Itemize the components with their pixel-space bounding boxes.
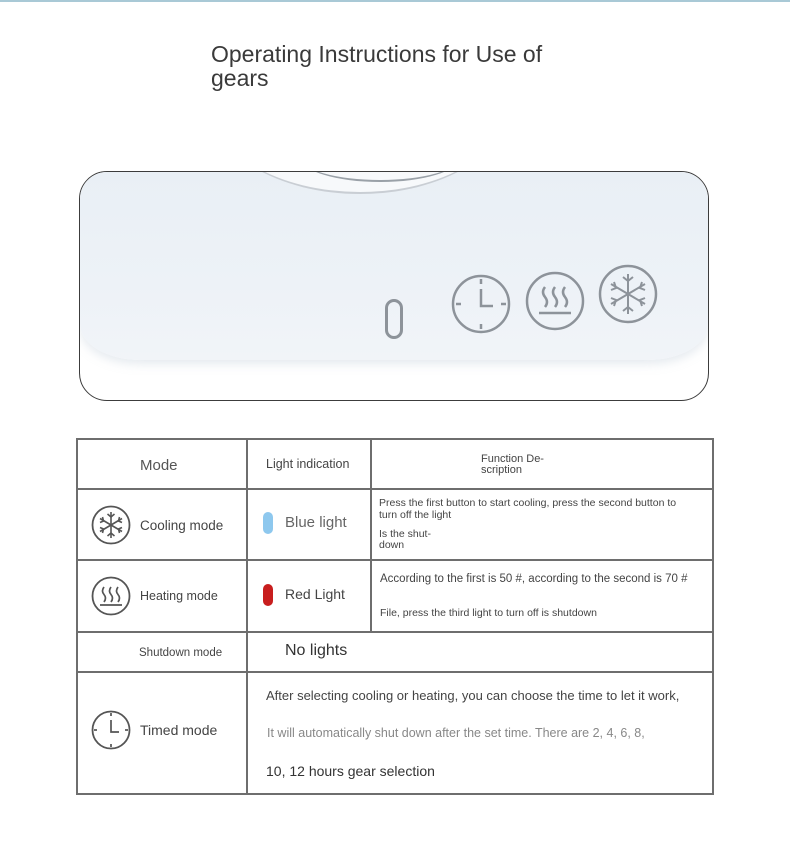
table-border-left	[76, 438, 78, 795]
table-border-bottom	[76, 793, 714, 795]
light-shutdown: No lights	[285, 642, 348, 659]
mode-shutdown: Shutdown mode	[139, 647, 223, 659]
mode-timed: Timed mode	[140, 722, 218, 738]
desc-timed-line1: After selecting cooling or heating, you can choose the time to let it work,	[266, 688, 680, 703]
mode-cooling: Cooling mode	[140, 518, 224, 533]
table-column-divider	[246, 438, 248, 795]
table-row-divider	[76, 559, 714, 561]
desc-cooling-line1: Press the first button to start cooling, press the second button to	[379, 497, 677, 509]
desc-timed-line2: It will automatically shut down after the set time. There are 2, 4, 6, 8,	[267, 726, 645, 740]
table-border-right	[712, 438, 714, 795]
blue-light-indicator	[263, 512, 273, 534]
heat-waves-icon[interactable]	[525, 271, 585, 331]
desc-timed-line3: 10, 12 hours gear selection	[266, 763, 435, 779]
snowflake-icon[interactable]	[598, 264, 658, 324]
header-function-line1: Function De-	[481, 453, 544, 465]
table-row-divider	[76, 631, 714, 633]
header-light-indication: Light indication	[266, 457, 350, 471]
mode-heating: Heating mode	[140, 589, 218, 603]
mode-table	[76, 438, 714, 795]
top-border-line	[0, 0, 790, 2]
header-function-line2: scription	[481, 464, 522, 476]
desc-cooling-line4: down	[379, 539, 405, 551]
desc-cooling-line2: turn off the light	[379, 509, 452, 521]
table-column-divider	[370, 438, 372, 633]
clock-icon[interactable]	[451, 274, 511, 334]
device-control-panel	[79, 171, 709, 401]
desc-cooling-line3: Is the shut-	[379, 528, 431, 540]
power-indicator-light	[385, 299, 403, 339]
red-light-indicator	[263, 584, 273, 606]
desc-heating-line1: According to the first is 50 #, according to the second is 70 #	[380, 573, 688, 585]
table-border-top	[76, 438, 714, 440]
clock-icon	[91, 710, 131, 750]
table-row-divider	[76, 488, 714, 490]
heat-waves-icon	[91, 576, 131, 616]
desc-heating-line2: File, press the third light to turn off is shutdown	[380, 607, 597, 619]
page-title: Operating Instructions for Use of gears	[211, 41, 543, 91]
snowflake-icon	[91, 505, 131, 545]
header-mode: Mode	[140, 457, 178, 474]
light-cooling: Blue light	[285, 514, 347, 531]
light-heating: Red Light	[285, 586, 345, 602]
table-row-divider	[76, 671, 714, 673]
